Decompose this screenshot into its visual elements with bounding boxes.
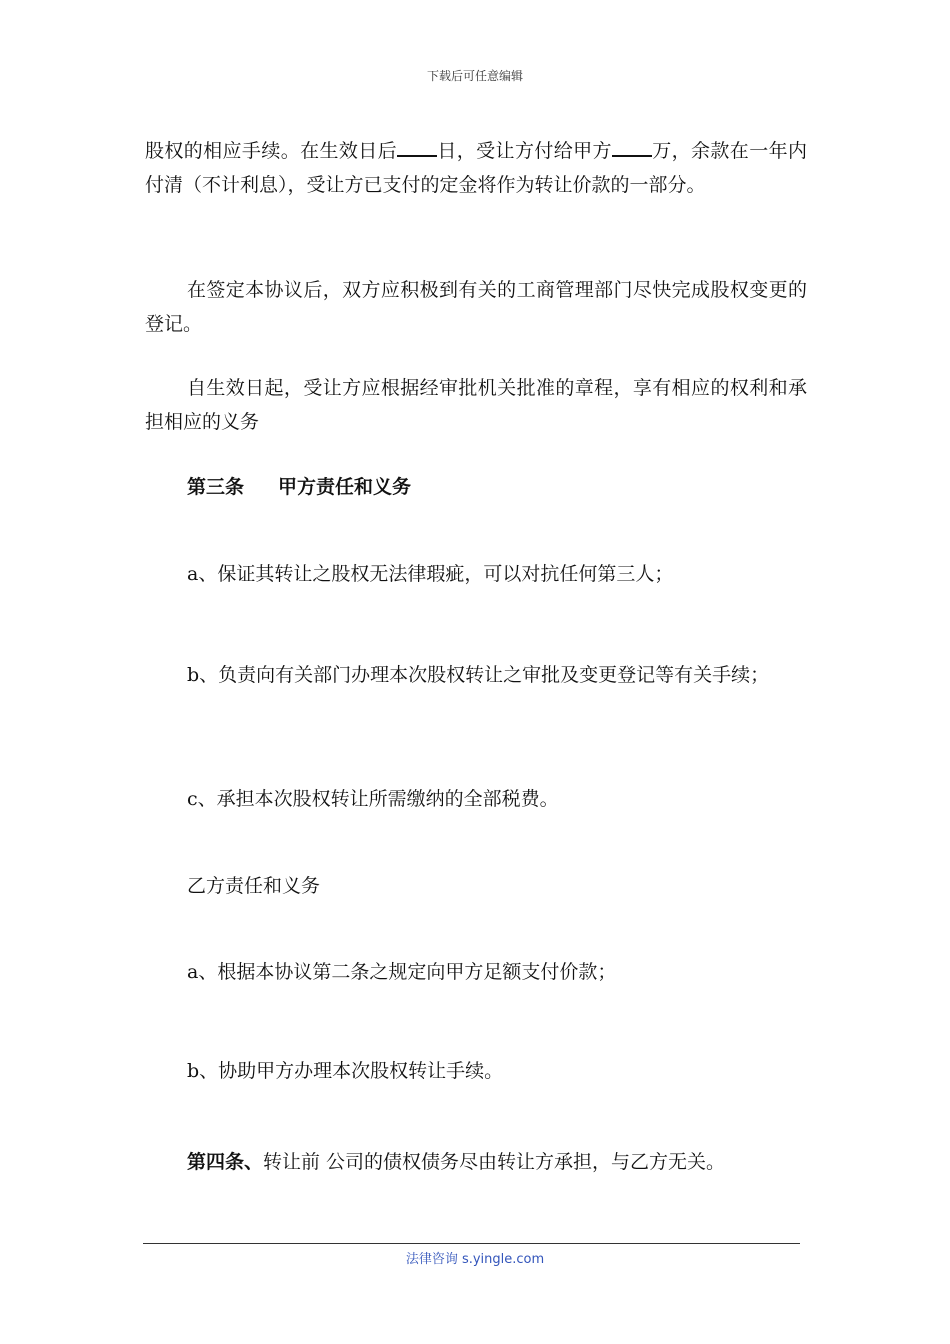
article-3-title: 甲方责任和义务: [278, 476, 412, 498]
party-a-item-b: b、负责向有关部门办理本次股权转让之审批及变更登记等有关手续；: [187, 664, 770, 686]
party-b-item-b: b、协助甲方办理本次股权转让手续。: [187, 1060, 504, 1082]
article-3-label: 第三条: [187, 476, 245, 498]
article-4-paragraph: [145, 1145, 807, 1179]
article-3-heading: [145, 470, 807, 504]
paragraph-payment: [145, 134, 807, 202]
footer-divider: [143, 1243, 800, 1244]
blank-days: [397, 137, 437, 157]
payment-text-1: 股权的相应手续。在生效日后: [145, 140, 398, 162]
payment-text-3: 万，余款在一年内付清（不计利息），受让方已支付的定金将作为转让价款的一部分。: [145, 140, 807, 196]
footer-link[interactable]: 法律咨询 s.yingle.com: [405, 1252, 545, 1267]
article-4-text: 转让前 公司的债权债务尽由转让方承担，与乙方无关。: [263, 1151, 726, 1173]
paragraph-rights: 自生效日起，受让方应根据经审批机关批准的章程，享有相应的权利和承担相应的义务: [145, 377, 807, 433]
article-4-label: 第四条、: [187, 1151, 264, 1173]
payment-text-2: 日，受让方付给甲方: [437, 140, 612, 162]
page-header: 下载后可任意编辑: [426, 69, 523, 83]
party-b-item-a: a、根据本协议第二条之规定向甲方足额支付价款；: [187, 961, 617, 983]
party-a-item-c: c、承担本次股权转让所需缴纳的全部税费。: [187, 788, 559, 810]
party-a-item-a: a、保证其转让之股权无法律瑕疵，可以对抗任何第三人；: [187, 563, 674, 585]
party-b-heading: 乙方责任和义务: [187, 875, 321, 897]
blank-amount: [612, 137, 652, 157]
paragraph-registration: 在签定本协议后，双方应积极到有关的工商管理部门尽快完成股权变更的登记。: [145, 279, 807, 335]
